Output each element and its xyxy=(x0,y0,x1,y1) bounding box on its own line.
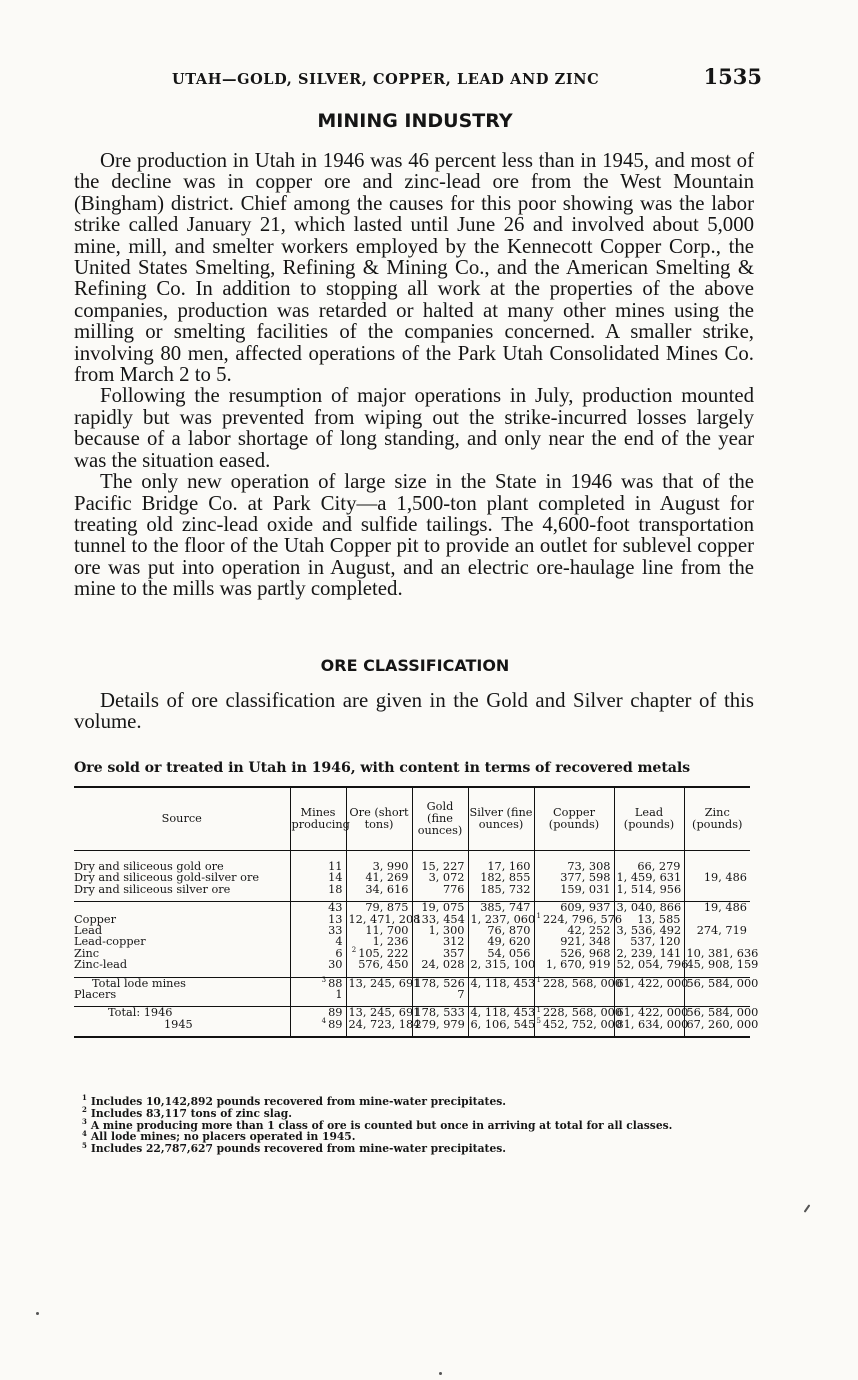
cell-zinc: 274, 719 xyxy=(684,925,750,936)
col-header-silver: Silver (fine ounces) xyxy=(468,787,534,851)
footnote-ref: 5 xyxy=(536,1017,541,1026)
cell-ore: 79, 875 xyxy=(346,902,412,914)
cell-lead: 81, 634, 000 xyxy=(614,1019,684,1030)
cell-source: Dry and siliceous silver ore xyxy=(74,882,231,896)
cell-copper: $^1$ 224, 796, 576 xyxy=(534,914,614,925)
col-header-ore: Ore (short tons) xyxy=(346,787,412,851)
cell-lead: 1, 514, 956 xyxy=(614,884,684,895)
cell-silver: 76, 870 xyxy=(468,925,534,936)
cell-ore: 41, 269 xyxy=(346,872,412,883)
col-header-copper: Copper (pounds) xyxy=(534,787,614,851)
cell-copper: 526, 968 xyxy=(534,948,614,959)
table-total-row xyxy=(74,1019,750,1030)
col-header-zinc: Zinc (pounds) xyxy=(684,787,750,851)
cell-mines: 18 xyxy=(290,884,346,895)
paragraph: Following the resumption of major operations in July, production mounted rapidly but was prevented from wiping out the strike-incurred losses largely because of a labor shortage of long standing, and only near the end of the year was the situation eased. xyxy=(74,384,754,472)
cell-source: Total lode mines xyxy=(74,977,290,989)
cell-source: Lead-copper xyxy=(74,935,146,949)
col-header-mines: Mines producing xyxy=(290,787,346,851)
cell-silver: 185, 732 xyxy=(468,884,534,895)
cell-silver: 182, 855 xyxy=(468,872,534,883)
cell-mines: 4 xyxy=(290,936,346,947)
cell-source: Dry and siliceous gold ore xyxy=(74,860,224,873)
heading-mining-industry: MINING INDUSTRY xyxy=(317,110,513,132)
cell-lead: 13, 585 xyxy=(614,914,684,925)
cell-source: Total: 1946 xyxy=(74,1007,290,1019)
cell-silver: 6, 106, 545 xyxy=(468,1019,534,1030)
cell-mines: $^3$ 88 xyxy=(290,977,346,989)
footnote: $^4$ All lode mines; no placers operated in 1945. xyxy=(82,1128,356,1144)
cell-silver: 54, 056 xyxy=(468,948,534,959)
cell-ore: $^2$ 105, 222 xyxy=(346,948,412,959)
cell-copper: 609, 937 xyxy=(534,902,614,914)
cell-gold: 7 xyxy=(412,989,468,1000)
cell-zinc: 19, 486 xyxy=(684,902,750,914)
cell-zinc: 56, 584, 000 xyxy=(684,977,750,989)
heading-ore-classification: ORE CLASSIFICATION xyxy=(320,656,510,675)
cell-mines: 6 xyxy=(290,948,346,959)
paragraph: Ore production in Utah in 1946 was 46 percent less than in 1945, and most of the decline was in copper ore and zinc-lead ore from the West Mountain (Bingham) district. Chief among the causes for this poor showing was the labor strike called January 21, which lasted until June 26 and involved about 5,000 mine, mill, and smelter workers employed by the Kennecott Copper Corp., the United States Smelting, Refining & Mining Co., and the American Smelting & Refining Co. In addition to stopping all work at the properties of the above companies, production was retarded or halted at many other mines using the milling or smelting facilities of the companies concerned. A smaller strike, involving 80 men, affected operations of the Park Utah Consolidated Mines Co. from March 2 to 5. xyxy=(74,149,754,387)
footnote-ref: 1 xyxy=(536,1005,541,1014)
cell-zinc: 56, 584, 000 xyxy=(684,1007,750,1019)
cell-zinc: 19, 486 xyxy=(684,872,750,883)
cell-gold: 133, 454 xyxy=(412,914,468,925)
paragraph: The only new operation of large size in the State in 1946 was that of the Pacific Bridge Co. at Park City—a 1,500-ton plant completed in August for treating old zinc-lead oxide and sulfide tailings. The 4,600-foot transportation tunnel to the floor of the Utah Copper pit to provide an outlet for sublevel copper ore was put into operation in August, and an electric ore-haulage line from the mine to the mills was partly completed. xyxy=(74,470,754,601)
cell-gold: 279, 979 xyxy=(412,1019,468,1030)
cell-silver: 385, 747 xyxy=(468,902,534,914)
cell-zinc: 10, 381, 636 xyxy=(684,948,750,959)
cell-gold: 1, 300 xyxy=(412,925,468,936)
cell-source: Zinc-lead xyxy=(74,958,128,972)
cell-lead: 52, 054, 796 xyxy=(614,959,684,970)
col-header-gold: Gold (fine ounces) xyxy=(412,787,468,851)
paragraph: Details of ore classification are given in the Gold and Silver chapter of this volume. xyxy=(74,689,754,734)
cell-gold: 357 xyxy=(412,948,468,959)
cell-mines: 33 xyxy=(290,925,346,936)
cell-copper: 42, 252 xyxy=(534,925,614,936)
cell-silver: 1, 237, 060 xyxy=(468,914,534,925)
mining-industry-text xyxy=(74,150,754,600)
paper-speck xyxy=(804,1204,811,1213)
cell-silver: 4, 118, 453 xyxy=(468,977,534,989)
cell-copper: 73, 308 xyxy=(534,861,614,872)
ore-classification-text xyxy=(74,690,754,733)
cell-mines: $^4$ 89 xyxy=(290,1019,346,1030)
cell-gold: 178, 533 xyxy=(412,1007,468,1019)
cell-silver: 17, 160 xyxy=(468,861,534,872)
cell-gold: 15, 227 xyxy=(412,861,468,872)
cell-gold: 19, 075 xyxy=(412,902,468,914)
table-row xyxy=(74,989,750,1000)
cell-mines: 43 xyxy=(290,902,346,914)
table-subtotal-row xyxy=(74,902,750,914)
cell-mines: 14 xyxy=(290,872,346,883)
cell-zinc: 45, 908, 159 xyxy=(684,959,750,970)
cell-zinc xyxy=(684,884,750,895)
cell-copper: 921, 348 xyxy=(534,936,614,947)
cell-gold: 3, 072 xyxy=(412,872,468,883)
table-caption: Ore sold or treated in Utah in 1946, with content in terms of recovered metals xyxy=(74,760,691,776)
cell-copper: $^1$ 228, 568, 000 xyxy=(534,977,614,989)
cell-copper: $^5$ 452, 752, 000 xyxy=(534,1019,614,1030)
cell-lead: 2, 239, 141 xyxy=(614,948,684,959)
running-title: UTAH—GOLD, SILVER, COPPER, LEAD AND ZINC xyxy=(172,71,600,88)
footnote-ref: 1 xyxy=(536,975,541,984)
running-head xyxy=(172,64,762,89)
cell-lead: 3, 040, 866 xyxy=(614,902,684,914)
footnote: $^1$ Includes 10,142,892 pounds recovered from mine-water precipitates. xyxy=(82,1093,507,1108)
cell-ore: 1, 236 xyxy=(346,936,412,947)
table-row xyxy=(74,959,750,970)
cell-copper: 377, 598 xyxy=(534,872,614,883)
cell-copper: 1, 670, 919 xyxy=(534,959,614,970)
cell-ore: 24, 723, 184 xyxy=(346,1019,412,1030)
page-number: 1535 xyxy=(703,64,762,89)
cell-ore: 13, 245, 691 xyxy=(346,1007,412,1019)
cell-mines: 89 xyxy=(290,1007,346,1019)
cell-mines: 30 xyxy=(290,959,346,970)
footnote: $^5$ Includes 22,787,627 pounds recovered from mine-water precipitates. xyxy=(82,1140,507,1156)
cell-silver: 4, 118, 453 xyxy=(468,1007,534,1019)
cell-lead: 537, 120 xyxy=(614,936,684,947)
footnotes xyxy=(82,1093,762,1156)
cell-gold: 24, 028 xyxy=(412,959,468,970)
cell-lead: 61, 422, 000 xyxy=(614,1007,684,1019)
cell-lead: 1, 459, 631 xyxy=(614,872,684,883)
cell-lead: 66, 279 xyxy=(614,861,684,872)
footnote: $^3$ A mine producing more than 1 class of ore is counted but once in arriving at total for all classes. xyxy=(82,1117,673,1132)
cell-gold: 312 xyxy=(412,936,468,947)
cell-copper: 159, 031 xyxy=(534,884,614,895)
cell-ore: 12, 471, 208 xyxy=(346,914,412,925)
cell-lead: 3, 536, 492 xyxy=(614,925,684,936)
paper-speck xyxy=(36,1312,39,1315)
col-header-lead: Lead (pounds) xyxy=(614,787,684,851)
cell-source: Placers xyxy=(74,988,117,1002)
cell-mines: 11 xyxy=(290,861,346,872)
footnote-ref: 2 xyxy=(351,946,357,955)
cell-ore: 34, 616 xyxy=(346,884,412,895)
cell-ore: 576, 450 xyxy=(346,959,412,970)
cell-gold: 776 xyxy=(412,884,468,895)
cell-mines: 1 xyxy=(290,989,346,1000)
cell-zinc: 67, 260, 000 xyxy=(684,1019,750,1030)
cell-source: Dry and siliceous gold-silver ore xyxy=(74,871,260,885)
footnote-ref: 4 xyxy=(321,1017,327,1026)
paper-speck xyxy=(439,1372,442,1375)
cell-source: 1945 xyxy=(164,1017,193,1031)
cell-silver: 49, 620 xyxy=(468,936,534,947)
cell-lead: 61, 422, 000 xyxy=(614,977,684,989)
footnote: $^2$ Includes 83,117 tons of zinc slag. xyxy=(82,1105,292,1120)
col-header-source: Source xyxy=(74,787,290,851)
cell-copper: $^1$ 228, 568, 000 xyxy=(534,1007,614,1019)
footnote-ref: 3 xyxy=(321,975,327,984)
cell-ore: 3, 990 xyxy=(346,861,412,872)
table-row xyxy=(74,884,750,895)
table-header-row xyxy=(74,787,750,851)
cell-ore: 13, 245, 691 xyxy=(346,977,412,989)
cell-source: Zinc xyxy=(74,946,100,960)
table-total-row xyxy=(74,977,750,989)
footnote-ref: 1 xyxy=(536,911,541,920)
ore-table xyxy=(74,786,759,1038)
cell-gold: 178, 526 xyxy=(412,977,468,989)
cell-silver: 2, 315, 100 xyxy=(468,959,534,970)
cell-ore: 11, 700 xyxy=(346,925,412,936)
cell-mines: 13 xyxy=(290,914,346,925)
cell-source: Lead xyxy=(74,924,103,938)
cell-source: Copper xyxy=(74,912,116,926)
